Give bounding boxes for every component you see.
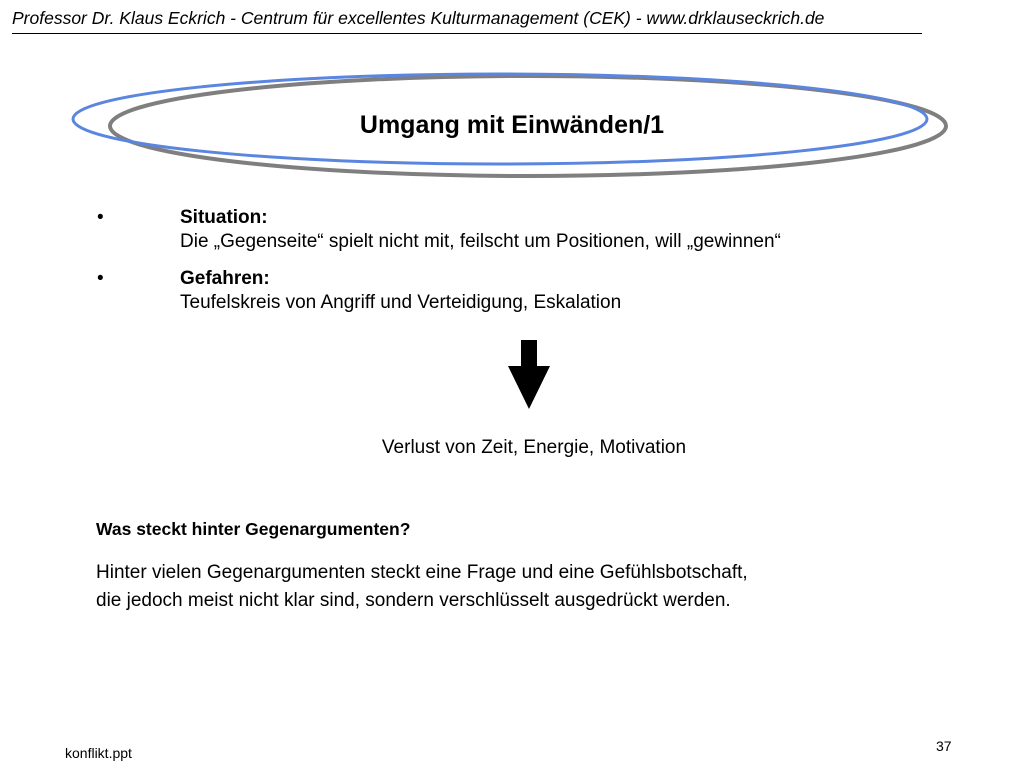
answer-line: Hinter vielen Gegenargumenten steckt eine Frage und eine Gefühlsbotschaft, xyxy=(96,562,748,583)
header-text: Professor Dr. Klaus Eckrich - Centrum für excellentes Kulturmanagement (CEK) - www.drklauseckrich.de xyxy=(12,8,825,28)
bullet-situation xyxy=(97,206,957,254)
bullet-text-gefahren: Teufelskreis von Angriff und Verteidigung, Eskalation xyxy=(180,292,622,313)
bullet-list xyxy=(97,206,957,328)
header-divider xyxy=(12,33,922,34)
bullet-marker: • xyxy=(97,207,104,228)
bullet-text-situation: Die „Gegenseite“ spielt nicht mit, feilscht um Positionen, will „gewinnen“ xyxy=(180,231,781,252)
answer-line: die jedoch meist nicht klar sind, sondern verschlüsselt ausgedrückt werden. xyxy=(96,590,731,611)
question-heading: Was steckt hinter Gegenargumenten? xyxy=(96,519,411,539)
footer-filename: konflikt.ppt xyxy=(65,745,132,761)
bullet-gefahren xyxy=(97,267,957,315)
bullet-heading-situation: Situation: xyxy=(180,207,268,228)
bullet-heading-gefahren: Gefahren: xyxy=(180,268,270,289)
bullet-marker: • xyxy=(97,268,104,289)
down-arrow-icon xyxy=(506,340,552,410)
slide-title: Umgang mit Einwänden/1 xyxy=(359,111,665,139)
answer-paragraph xyxy=(96,559,976,615)
result-text: Verlust von Zeit, Energie, Motivation xyxy=(381,437,687,458)
page-number: 37 xyxy=(936,738,952,754)
